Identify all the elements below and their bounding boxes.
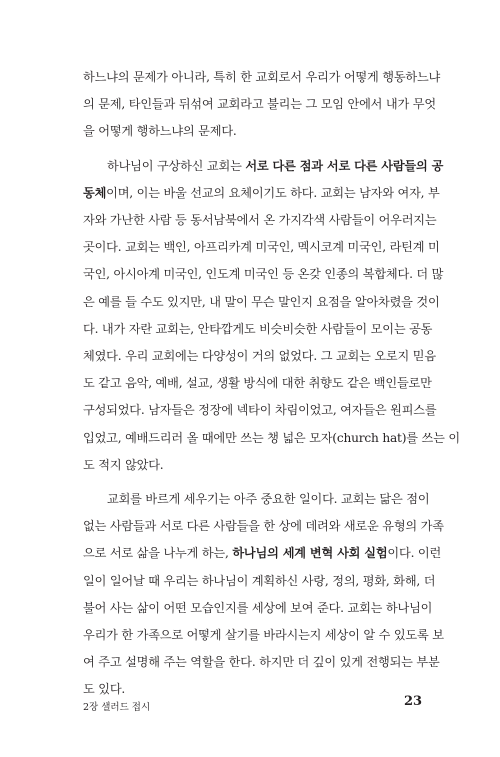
text-line: 을 어떻게 행하느냐의 문제다.	[83, 124, 237, 139]
text-line: 곳이다. 교회는 백인, 아프리카계 미국인, 멕시코계 미국인, 라틴계 미	[83, 240, 440, 255]
body-text	[83, 64, 460, 704]
text-line: 구성되었다. 남자들은 정장에 넥타이 차림이었고, 여자들은 원피스를	[83, 403, 437, 418]
text-line: 국인, 아시아계 미국인, 인도계 미국인 등 온갖 인종의 복합체다. 더 많	[83, 267, 444, 282]
text-line: 일이 일어날 때 우리는 하나님이 계획하신 사랑, 정의, 평화, 화해, 더	[83, 573, 436, 588]
text-run: 이다. 이런	[387, 546, 442, 561]
text-line: 도 적지 않았다.	[83, 457, 164, 472]
text-line: 입었고, 예배드리러 올 때에만 쓰는 챙 넓은 모자(church hat)를 쓰는 이	[83, 430, 460, 445]
text-line: 자와 가난한 사람 등 동서남북에서 온 가지각색 사람들이 어우러지는	[83, 213, 437, 228]
text-line: 도 같고 음악, 예배, 설교, 생활 방식에 대한 취향도 같은 백인들로만	[83, 376, 432, 391]
emphasis-text: 서로 다른 점과 서로 다른 사람들의 공	[245, 158, 444, 173]
text-line: 불어 사는 삶이 어떤 모습인지를 세상에 보여 준다. 교회는 하나님이	[83, 600, 433, 615]
page-number: 23	[404, 694, 423, 709]
text-run: 으로 서로 삶을 나누게 하는,	[83, 546, 233, 561]
running-footer-chapter: 2장 샐러드 접시	[83, 702, 151, 713]
paragraph-2	[83, 153, 460, 479]
text-line: 하느냐의 문제가 아니라, 특히 한 교회로서 우리가 어떻게 행동하느냐	[83, 70, 441, 84]
text-line: 체였다. 우리 교회에는 다양성이 거의 없었다. 그 교회는 오로지 믿음	[83, 349, 436, 364]
text-line	[83, 180, 440, 207]
emphasis-text: 하나님의 세계 변혁 사회 실험	[232, 546, 388, 561]
paragraph-3	[83, 486, 444, 704]
emphasis-text: 동체	[83, 185, 107, 200]
paragraph-1	[83, 64, 441, 146]
text-run: 하나님이 구상하신 교회는	[107, 158, 246, 173]
text-line	[83, 153, 444, 180]
text-line: 없는 사람들과 서로 다른 사람들을 한 상에 데려와 새로운 유형의 가족	[83, 519, 444, 534]
text-line: 여 주고 설명해 주는 역할을 한다. 하지만 더 깊이 있게 전행되는 부분	[83, 655, 440, 670]
text-line: 도 있다.	[83, 682, 126, 697]
text-line	[83, 540, 442, 567]
text-line: 다. 내가 자란 교회는, 안타깝게도 비슷비슷한 사람들이 모이는 공동	[83, 321, 433, 336]
text-line: 의 문제, 타인들과 뒤섞여 교회라고 불리는 그 모임 안에서 내가 무엇	[83, 97, 436, 112]
text-line: 은 예를 들 수도 있지만, 내 말이 무슨 말인지 요점을 알아차렸을 것이	[83, 294, 440, 309]
text-run: 이며, 이는 바울 선교의 요체이기도 하다. 교회는 남자와 여자, 부	[106, 185, 440, 200]
text-line: 우리가 한 가족으로 어떻게 살기를 바라시는지 세상이 알 수 있도록 보	[83, 628, 444, 643]
text-line: 교회를 바르게 세우기는 아주 중요한 일이다. 교회는 닮은 점이	[107, 492, 430, 507]
